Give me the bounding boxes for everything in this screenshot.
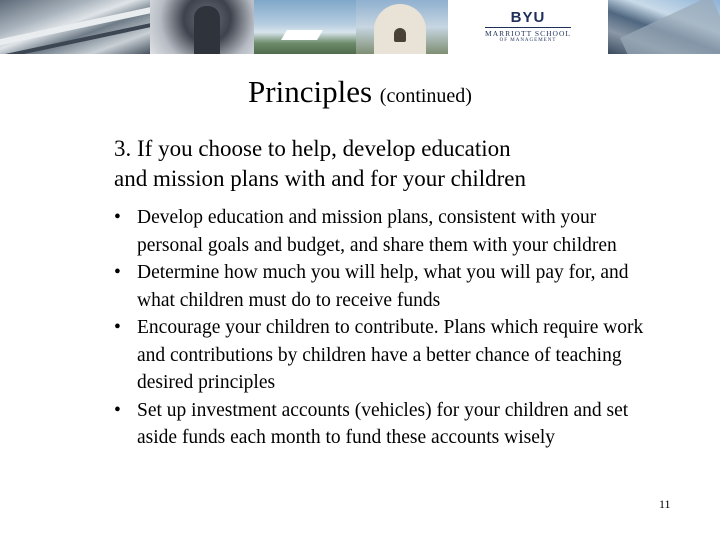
school-logo-subtext: OF MANAGEMENT [499, 38, 557, 43]
bullet-icon: • [114, 399, 121, 421]
building-photo-tile [0, 0, 150, 54]
header-banner [0, 0, 720, 54]
bullet-item [114, 204, 644, 259]
bullet-item [114, 397, 644, 452]
bullet-list [114, 204, 644, 452]
slide-title [0, 72, 720, 116]
bell-tower-photo-tile [356, 0, 448, 54]
byu-logo-text: BYU [510, 9, 546, 26]
mountain-y-photo-tile [254, 0, 356, 54]
byu-marriott-logo [448, 0, 608, 54]
school-logo-text: MARRIOTT SCHOOL [485, 29, 571, 38]
bullet-text: Determine how much you will help, what you will pay for, and what children must do to receive funds [137, 262, 629, 311]
bullet-icon: • [114, 317, 121, 338]
subheading-line-2: and mission plans with and for your children [114, 166, 527, 191]
subheading-line-1: 3. If you choose to help, develop education [114, 136, 511, 161]
bullet-icon: • [114, 262, 121, 283]
bullet-text: Encourage your children to contribute. Plans which require work and contributions by children have a better chance of teaching desired principles [137, 317, 644, 393]
campus-building-photo-tile [608, 0, 720, 54]
slide-title-sub: (continued) [379, 85, 472, 107]
bullet-icon: • [114, 207, 121, 228]
bullet-item [114, 314, 644, 397]
slide-title-main: Principles [248, 74, 373, 109]
page-number: 11 [659, 497, 671, 511]
bullet-item [114, 259, 644, 314]
bullet-text: Develop education and mission plans, consistent with your personal goals and budget, and share them with your children [137, 207, 617, 256]
statue-photo-tile [150, 0, 254, 54]
bullet-text: Set up investment accounts (vehicles) for your children and set aside funds each month to fund these accounts wisely [137, 399, 629, 448]
slide-subheading [114, 134, 634, 194]
